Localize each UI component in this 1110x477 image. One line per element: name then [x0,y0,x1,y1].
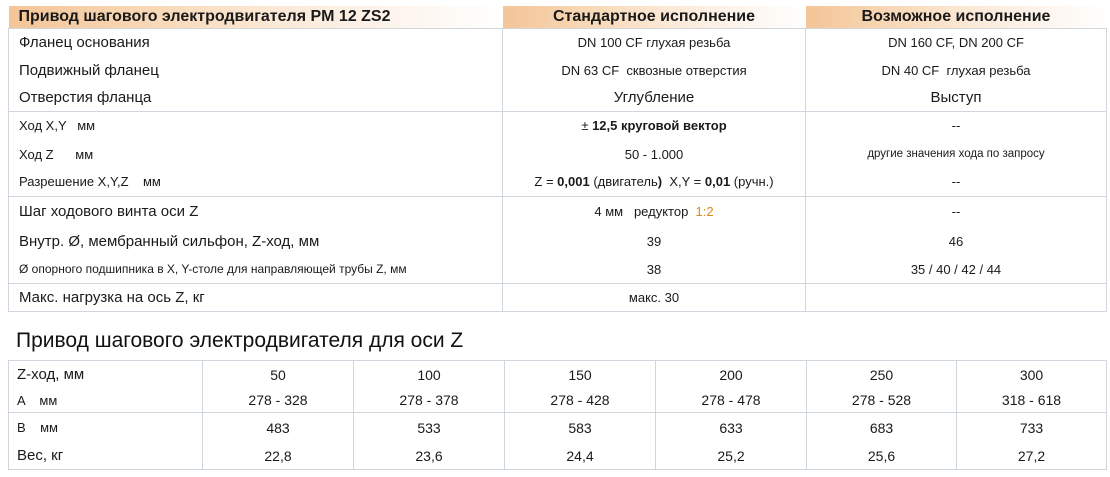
standard-value [503,196,806,227]
table-cell: 733 [957,413,1107,443]
resolution-text: Z = [534,174,558,190]
table-cell: 25,2 [656,443,807,470]
resolution-text: (двигатель [589,174,658,190]
col-possible-header: Возможное исполнение [806,6,1107,28]
table-row [9,283,1107,311]
table-cell: 278 - 328 [203,389,354,413]
row-label: Z-ход, мм [9,361,203,389]
row-label: Отверстия фланца [9,84,503,111]
row-label: Ø опорного подшипника в X, Y-столе для направляющей трубы Z, мм [9,256,503,283]
row-label: Разрешение X,Y,Z мм [9,168,503,196]
possible-value: другие значения хода по запросу [806,140,1107,168]
possible-value: -- [806,196,1107,227]
table-cell: 633 [656,413,807,443]
table-cell: 25,6 [807,443,957,470]
table-row [9,443,1107,470]
table-row [9,140,1107,168]
table-cell: 318 - 618 [957,389,1107,413]
table-cell: 583 [505,413,656,443]
standard-value: 50 - 1.000 [503,140,806,168]
col-standard-header: Стандартное исполнение [503,6,806,28]
table-cell: 533 [354,413,505,443]
gear-ratio: 1:2 [695,204,714,220]
standard-value: макс. 30 [503,283,806,311]
row-label: Подвижный фланец [9,56,503,84]
possible-value: DN 160 CF, DN 200 CF [806,28,1107,56]
standard-value: DN 100 CF глухая резьба [503,28,806,56]
table-row [9,361,1107,389]
table-cell: 278 - 428 [505,389,656,413]
standard-value: 39 [503,227,806,256]
row-label: Внутр. Ø, мембранный сильфон, Z-ход, мм [9,227,503,256]
table-cell: 683 [807,413,957,443]
plusminus-sign: ± [581,118,593,134]
row-label: A мм [9,389,203,413]
row-label: B мм [9,413,203,443]
table-cell: 23,6 [354,443,505,470]
table-row [9,389,1107,413]
table-cell: 27,2 [957,443,1107,470]
z-section-title: Привод шагового электродвигателя для оси Z [16,329,464,352]
lead-screw-text: 4 мм редуктор [594,204,696,220]
possible-value: 46 [806,227,1107,256]
table-row [9,168,1107,196]
standard-value [503,111,806,140]
spec-header-row [9,6,1107,28]
row-label: Ход X,Y мм [9,111,503,140]
standard-value: DN 63 CF сквозные отверстия [503,56,806,84]
table-cell: 22,8 [203,443,354,470]
resolution-text: (ручн.) [730,174,774,190]
table-cell: 150 [505,361,656,389]
row-label: Ход Z мм [9,140,503,168]
possible-value: DN 40 CF глухая резьба [806,56,1107,84]
table-row [9,196,1107,227]
table-cell: 278 - 378 [354,389,505,413]
table-cell: 278 - 478 [656,389,807,413]
resolution-xy-value: 0,01 [704,174,731,190]
table-row [9,111,1107,140]
possible-value [806,283,1107,311]
possible-value: -- [806,111,1107,140]
standard-value: Углубление [503,84,806,111]
spec-title: Привод шагового электродвигателя PM 12 ZS2 [9,6,503,28]
z-drive-table [8,360,1107,470]
row-label: Шаг ходового винта оси Z [9,196,503,227]
possible-value: -- [806,168,1107,196]
row-label: Макс. нагрузка на ось Z, кг [9,283,503,311]
table-row [9,84,1107,111]
table-row [9,28,1107,56]
row-label: Вес, кг [9,443,203,470]
row-label: Фланец основания [9,28,503,56]
table-cell: 50 [203,361,354,389]
table-cell: 278 - 528 [807,389,957,413]
table-cell: 200 [656,361,807,389]
table-cell: 100 [354,361,505,389]
travel-xy-value: 12,5 круговой вектор [592,118,727,134]
spec-table [8,6,1107,312]
table-cell: 24,4 [505,443,656,470]
resolution-z-value: 0,001 [557,174,590,190]
table-cell: 300 [957,361,1107,389]
resolution-text: X,Y = [662,174,705,190]
standard-value: 38 [503,256,806,283]
table-row [9,227,1107,256]
standard-value [503,168,806,196]
table-cell: 250 [807,361,957,389]
possible-value: 35 / 40 / 42 / 44 [806,256,1107,283]
table-row [9,56,1107,84]
table-cell: 483 [203,413,354,443]
resolution-text: ) [657,174,663,190]
table-row [9,413,1107,443]
table-row [9,256,1107,283]
possible-value: Выступ [806,84,1107,111]
